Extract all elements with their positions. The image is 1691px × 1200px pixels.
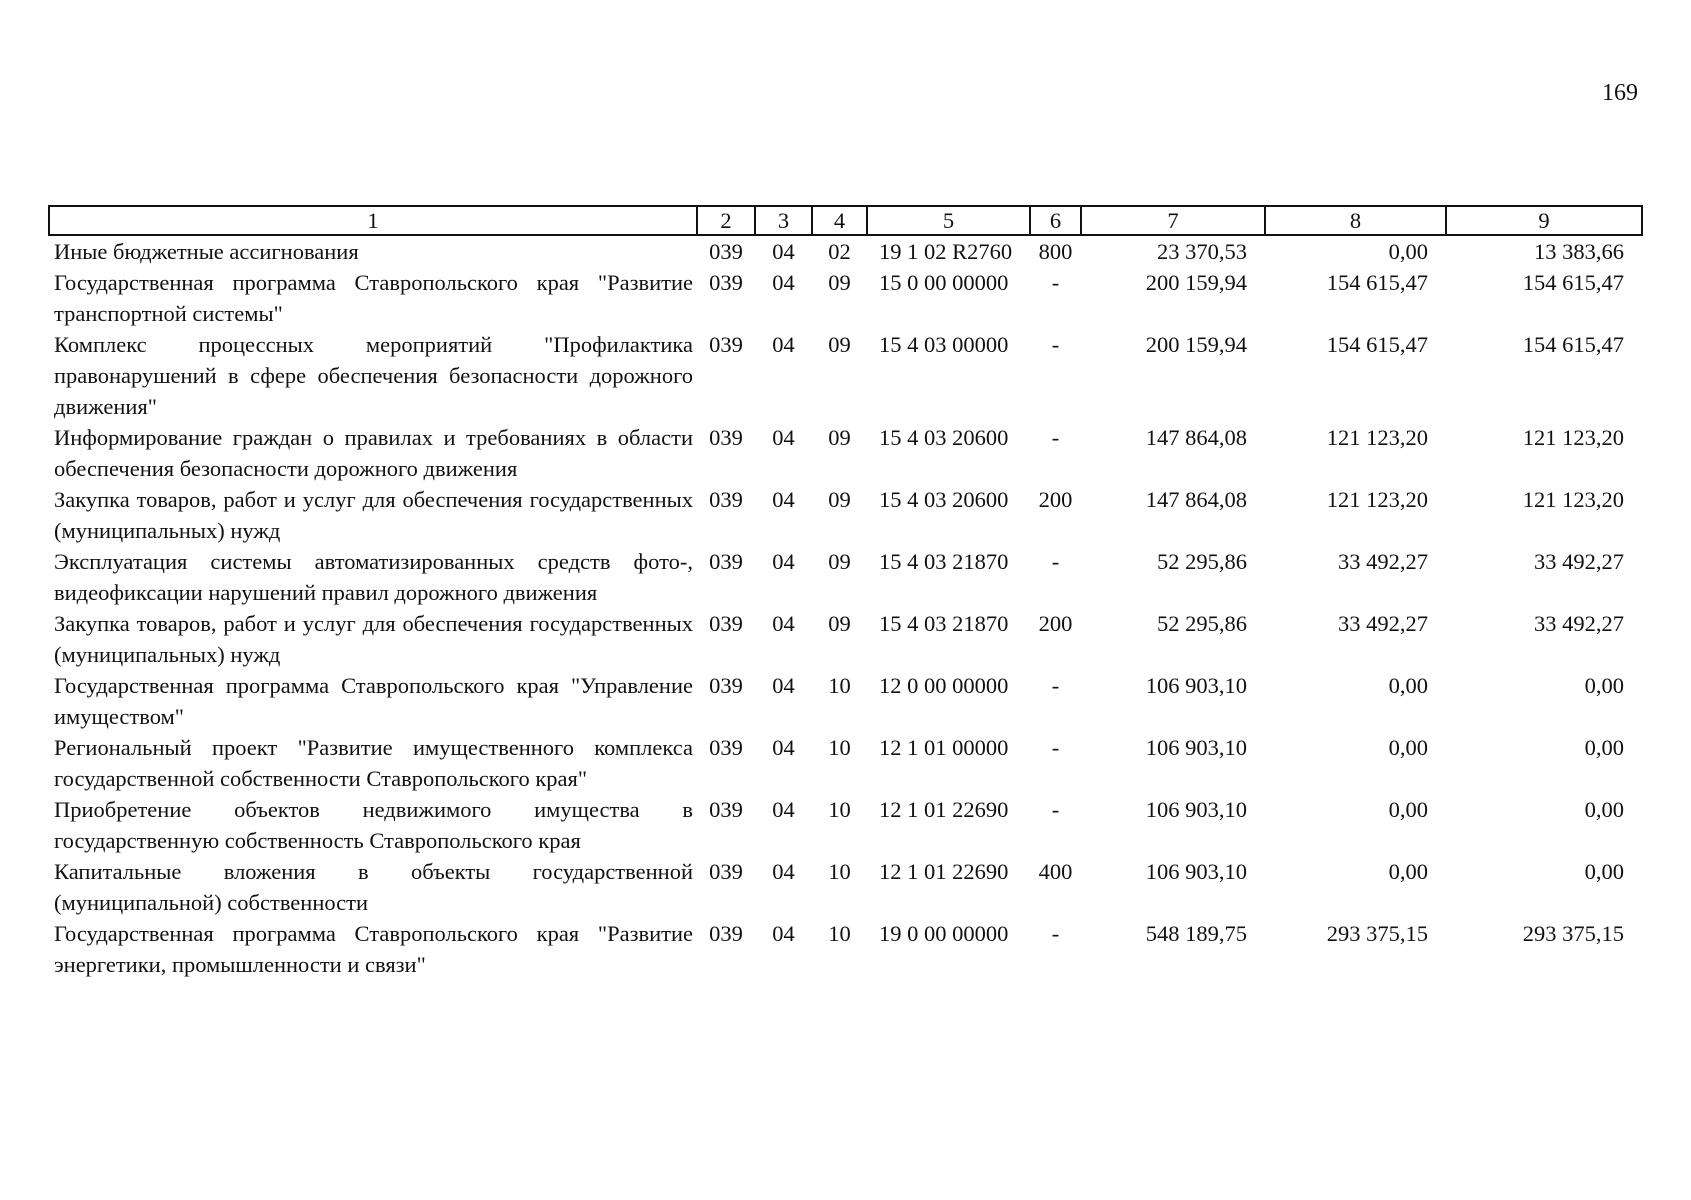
table-row xyxy=(49,235,1642,267)
row-subsection: 10 xyxy=(828,735,851,760)
table-row xyxy=(49,546,1642,608)
row-ministry-code: 039 xyxy=(709,549,743,574)
row-name: Приобретение объектов недвижимого имущества в государственную собственность Ставропольского края xyxy=(54,797,693,853)
row-subsection: 09 xyxy=(828,270,851,295)
row-name: Государственная программа Ставропольского края "Развитие энергетики, промышленности и связи" xyxy=(54,921,693,977)
budget-table xyxy=(48,205,1643,980)
row-target-article: 19 1 02 R2760 xyxy=(879,239,1013,264)
row-amount-col9: 33 492,27 xyxy=(1534,549,1624,574)
row-amount-col8: 0,00 xyxy=(1388,735,1428,760)
row-amount-col8: 33 492,27 xyxy=(1338,611,1428,636)
row-expense-type: - xyxy=(1051,797,1060,822)
row-target-article: 15 0 00 00000 xyxy=(879,270,1009,295)
table-row xyxy=(49,794,1642,856)
row-amount-col8: 0,00 xyxy=(1388,797,1428,822)
row-ministry-code: 039 xyxy=(709,425,743,450)
row-target-article: 12 0 00 00000 xyxy=(879,673,1009,698)
column-header-4: 4 xyxy=(812,206,867,235)
row-amount-col9: 13 383,66 xyxy=(1534,239,1624,264)
row-subsection: 10 xyxy=(828,673,851,698)
row-subsection: 09 xyxy=(828,332,851,357)
row-ministry-code: 039 xyxy=(709,332,743,357)
row-target-article: 15 4 03 21870 xyxy=(879,611,1009,636)
row-expense-type: 200 xyxy=(1038,487,1073,512)
row-section: 04 xyxy=(772,921,795,946)
row-section: 04 xyxy=(772,549,795,574)
column-header-1: 1 xyxy=(49,206,697,235)
row-name: Капитальные вложения в объекты государственной (муниципальной) собственности xyxy=(54,859,693,915)
table-row xyxy=(49,484,1642,546)
row-subsection: 09 xyxy=(828,425,851,450)
row-ministry-code: 039 xyxy=(709,735,743,760)
row-name: Информирование граждан о правилах и требованиях в области обеспечения безопасности дорожного движения xyxy=(54,425,693,481)
row-amount-col9: 154 615,47 xyxy=(1522,270,1624,295)
table-row xyxy=(49,918,1642,980)
row-amount-col8: 154 615,47 xyxy=(1326,332,1428,357)
column-header-6: 6 xyxy=(1030,206,1081,235)
row-amount-col8: 293 375,15 xyxy=(1326,921,1428,946)
row-subsection: 09 xyxy=(828,487,851,512)
row-amount-col8: 121 123,20 xyxy=(1326,487,1428,512)
row-amount-col7: 147 864,08 xyxy=(1145,425,1247,450)
row-section: 04 xyxy=(772,239,795,264)
row-amount-col7: 200 159,94 xyxy=(1145,270,1247,295)
table-row xyxy=(49,670,1642,732)
row-expense-type: - xyxy=(1051,549,1060,574)
row-amount-col9: 121 123,20 xyxy=(1522,487,1624,512)
row-section: 04 xyxy=(772,735,795,760)
row-target-article: 12 1 01 00000 xyxy=(879,735,1009,760)
row-subsection: 10 xyxy=(828,797,851,822)
row-amount-col7: 548 189,75 xyxy=(1145,921,1247,946)
row-amount-col8: 0,00 xyxy=(1388,859,1428,884)
row-section: 04 xyxy=(772,270,795,295)
row-subsection: 10 xyxy=(828,921,851,946)
row-expense-type: - xyxy=(1051,921,1060,946)
row-section: 04 xyxy=(772,332,795,357)
row-amount-col7: 200 159,94 xyxy=(1145,332,1247,357)
row-expense-type: 200 xyxy=(1038,611,1073,636)
row-target-article: 12 1 01 22690 xyxy=(879,859,1009,884)
row-name: Эксплуатация системы автоматизированных средств фото-, видеофиксации нарушений правил дорожного движения xyxy=(54,549,693,605)
row-amount-col8: 121 123,20 xyxy=(1326,425,1428,450)
row-amount-col8: 0,00 xyxy=(1388,673,1428,698)
row-amount-col9: 293 375,15 xyxy=(1522,921,1624,946)
table-row xyxy=(49,608,1642,670)
row-target-article: 15 4 03 20600 xyxy=(879,425,1009,450)
row-expense-type: - xyxy=(1051,332,1060,357)
row-name: Иные бюджетные ассигнования xyxy=(54,239,359,264)
row-ministry-code: 039 xyxy=(709,270,743,295)
row-expense-type: - xyxy=(1051,270,1060,295)
row-name: Государственная программа Ставропольского края "Развитие транспортной системы" xyxy=(54,270,693,326)
row-expense-type: - xyxy=(1051,673,1060,698)
header-row xyxy=(49,206,1642,235)
row-amount-col9: 0,00 xyxy=(1584,673,1624,698)
row-target-article: 15 4 03 21870 xyxy=(879,549,1009,574)
row-section: 04 xyxy=(772,487,795,512)
row-amount-col9: 154 615,47 xyxy=(1522,332,1624,357)
row-ministry-code: 039 xyxy=(709,673,743,698)
column-header-5: 5 xyxy=(867,206,1030,235)
row-amount-col7: 52 295,86 xyxy=(1157,611,1247,636)
row-expense-type: 400 xyxy=(1038,859,1073,884)
row-amount-col7: 106 903,10 xyxy=(1145,735,1247,760)
row-name: Закупка товаров, работ и услуг для обеспечения государственных (муниципальных) нужд xyxy=(54,487,693,543)
row-target-article: 15 4 03 00000 xyxy=(879,332,1009,357)
row-subsection: 10 xyxy=(828,859,851,884)
row-section: 04 xyxy=(772,859,795,884)
row-expense-type: - xyxy=(1051,735,1060,760)
table-row xyxy=(49,422,1642,484)
row-amount-col7: 106 903,10 xyxy=(1145,797,1247,822)
row-amount-col7: 106 903,10 xyxy=(1145,673,1247,698)
row-ministry-code: 039 xyxy=(709,487,743,512)
row-expense-type: - xyxy=(1051,425,1060,450)
row-ministry-code: 039 xyxy=(709,797,743,822)
row-section: 04 xyxy=(772,797,795,822)
row-subsection: 09 xyxy=(828,611,851,636)
row-amount-col8: 0,00 xyxy=(1388,239,1428,264)
row-expense-type: 800 xyxy=(1038,239,1073,264)
row-name: Региональный проект "Развитие имущественного комплекса государственной собственности Ставропольского края" xyxy=(54,735,693,791)
row-amount-col8: 33 492,27 xyxy=(1338,549,1428,574)
page-number: 169 xyxy=(1602,80,1638,106)
column-header-2: 2 xyxy=(697,206,755,235)
row-amount-col9: 0,00 xyxy=(1584,859,1624,884)
row-amount-col7: 52 295,86 xyxy=(1157,549,1247,574)
row-name: Закупка товаров, работ и услуг для обеспечения государственных (муниципальных) нужд xyxy=(54,611,693,667)
row-target-article: 12 1 01 22690 xyxy=(879,797,1009,822)
row-subsection: 09 xyxy=(828,549,851,574)
row-amount-col7: 23 370,53 xyxy=(1157,239,1247,264)
row-amount-col9: 33 492,27 xyxy=(1534,611,1624,636)
row-amount-col8: 154 615,47 xyxy=(1326,270,1428,295)
row-ministry-code: 039 xyxy=(709,239,743,264)
row-target-article: 19 0 00 00000 xyxy=(879,921,1009,946)
row-amount-col9: 0,00 xyxy=(1584,735,1624,760)
table-row xyxy=(49,329,1642,422)
row-amount-col9: 121 123,20 xyxy=(1522,425,1624,450)
row-ministry-code: 039 xyxy=(709,859,743,884)
table-row xyxy=(49,856,1642,918)
row-section: 04 xyxy=(772,611,795,636)
row-ministry-code: 039 xyxy=(709,611,743,636)
column-header-3: 3 xyxy=(755,206,812,235)
row-amount-col7: 106 903,10 xyxy=(1145,859,1247,884)
column-header-8: 8 xyxy=(1265,206,1446,235)
column-header-7: 7 xyxy=(1081,206,1265,235)
row-amount-col7: 147 864,08 xyxy=(1145,487,1247,512)
row-amount-col9: 0,00 xyxy=(1584,797,1624,822)
row-target-article: 15 4 03 20600 xyxy=(879,487,1009,512)
table-row xyxy=(49,267,1642,329)
table-row xyxy=(49,732,1642,794)
row-section: 04 xyxy=(772,425,795,450)
row-ministry-code: 039 xyxy=(709,921,743,946)
row-name: Государственная программа Ставропольского края "Управление имуществом" xyxy=(54,673,693,729)
row-subsection: 02 xyxy=(828,239,851,264)
row-section: 04 xyxy=(772,673,795,698)
column-header-9: 9 xyxy=(1446,206,1642,235)
row-name: Комплекс процессных мероприятий "Профилактика правонарушений в сфере обеспечения безопасности дорожного движения" xyxy=(54,332,693,419)
